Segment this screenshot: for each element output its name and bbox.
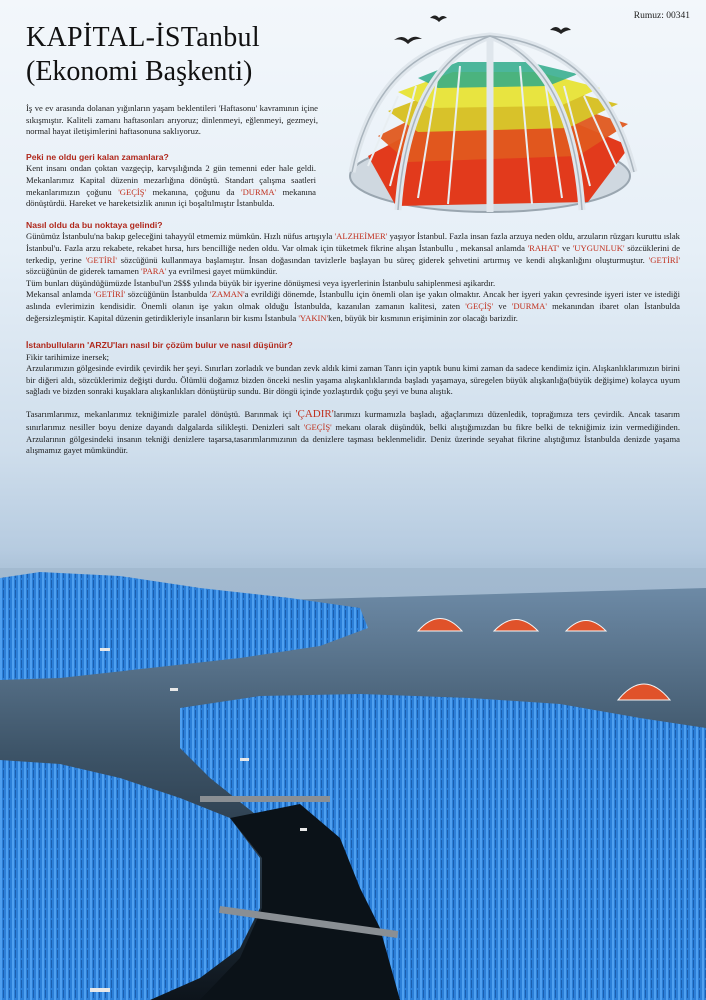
- section3-sub: Fikir tarihimize inersek;: [26, 351, 110, 362]
- section2-question: Nasıl oldu da bu noktaya gelindi?: [26, 219, 163, 230]
- section2-paragraph-1: Günümüz İstanbulu'na bakıp geleceğini tahayyül etmemiz mümkün. Hızlı nüfus artışıyla 'ALZHEİMER' yaşıyor İstanbul. Fazla insan fazla arzuya neden oldu, arzuların rüzgarı kuruttu ıslak İstanbul'u. Fazla arzu rekabete, rekabet hırsa, hırs bencilliğe neden oldu. Var olmak için tüketmek fikrine alışan İstanbullu , mekansal anlamda 'RAHAT' ve 'UYGUNLUK' sözcüklerini de terkedip, yerine 'GETİRİ' sözcüğünü kullanmaya başlamıştır. İnsan doğasından tavizlerle başlayan bu süreç giderek şehvetini artırmış ve kendi alışkanlığını oluşturmuştur. 'GETİRİ' sözcüğünün de giderek tamamen 'PARA' ya evrilmesi gayet mümkündür.: [26, 231, 680, 277]
- section2-paragraph-2: Tüm bunları düşündüğümüzde İstanbul'un 2$$$ yılında büyük bir işyerine dönüşmesi veya işyerlerinin İstanbulu sahiplenmesi aşikardır.: [26, 277, 496, 288]
- section3-paragraph-1: Arzularımızın gölgesinde evirdik çevirdik her şeyi. Sınırları zorladık ve bundan zevk aldık kimi zaman Tanrı için yaptık bunu kimi zaman da sadece kendimiz için. Alışkanlıklarımızın birini bir diğeri aldı, sözcüklerimiz değişti durdu. Ölümlü doğamız bizden önceki neslin yaşama alışkanlıklarında başladı yaşamaya, süregelen büyük alışkanlığa(büyük değişime) kolayca uyum sağladı ve bizden sonraki kuşaklara alışkanlıkları dönüştürüp sundu. Bir döngü içinde yozlaştırdık çoğu şeyi ve buna alıştık.: [26, 363, 680, 397]
- city-sea-illustration: [0, 568, 706, 1000]
- section3-question: İstanbulluların 'ARZU'ları nasıl bir çözüm bulur ve nasıl düşünür?: [26, 340, 293, 351]
- section3-paragraph-2: Tasarımlarımız, mekanlarımız tekniğimizle paralel dönüştü. Barınmak içi 'ÇADIR'larımızı kurmamızla başladı, ağaçlarımızı düzenledik, toprağımıza ters çevirdik. Ancak tasarım sınırlarımız nesiller boyu denize dayandı dalgalarda silikleşti. Denizleri salt 'GEÇİŞ' mekanı olarak düşündük, belki alıştığımızdan bu fikre belki de tekniğimiz izin vermediğinden. Arzularının gölgesindeki insanın tekniği denizlere taşarsa,tasarımlarımızının da denizlere taşması beklenmelidir. Deniz üzerinde seyahat fikrine alıştığımız İstanbulda denizde yaşama alışmamız gayet mümkündür.: [26, 408, 681, 456]
- section2-paragraph-3: Mekansal anlamda 'GETİRİ' sözcüğünün İstanbulda 'ZAMAN'a evrildiği dönemde, İstanbullu için önemli olan işe yakın olmaktır. Ancak her işyeri yakın çevresinde işyeri ister ve istediği aslında evlerimizin kendisidir. Önemli olanın işe yakın olmak olduğu İstanbulda, kazanılan zamanın kalitesi, zaten 'GEÇİŞ' ve 'DURMA' mekanından ibaret olan İstanbulda değersizleşmiştir. Kapital düzenin getirdikleriyle insanların bir kısmı İstanbula 'YAKIN'ken, büyük bir kısmının erişiminin zor olacağı barizdir.: [26, 289, 680, 323]
- section1-paragraph: Kent insanı ondan çoktan vazgeçip, karvşılığında 2 gün temenni eder hale geldi. Mekanlarımız Kapital düzenin mezarlığına dönüştü. Standart çalışma saatleri mekanlarımızın çoğunu 'GEÇİŞ' mekanına, çoğunu da 'DURMA' mekanına dönüştürdü. Hareket ve hareketsizlik anının içi boşaltılmıştır İstanbulda.: [26, 163, 316, 209]
- rumuz-label: Rumuz: 00341: [633, 11, 690, 21]
- page-title: KAPİTAL-İSTanbul: [26, 22, 260, 53]
- page-subtitle: (Ekonomi Başkenti): [26, 56, 253, 87]
- intro-paragraph: İş ve ev arasında dolanan yığınların yaşam beklentileri 'Haftasonu' kavramının içine sıkışmıştır. Kaliteli zamanı haftasonları arıyoruz; dinlenmeyi, eğlenmeyi, gezmeyi, normal hayat iletişimlerini haftasonuna saklıyoruz.: [26, 103, 318, 137]
- section1-question: Peki ne oldu geri kalan zamanlara?: [26, 151, 169, 162]
